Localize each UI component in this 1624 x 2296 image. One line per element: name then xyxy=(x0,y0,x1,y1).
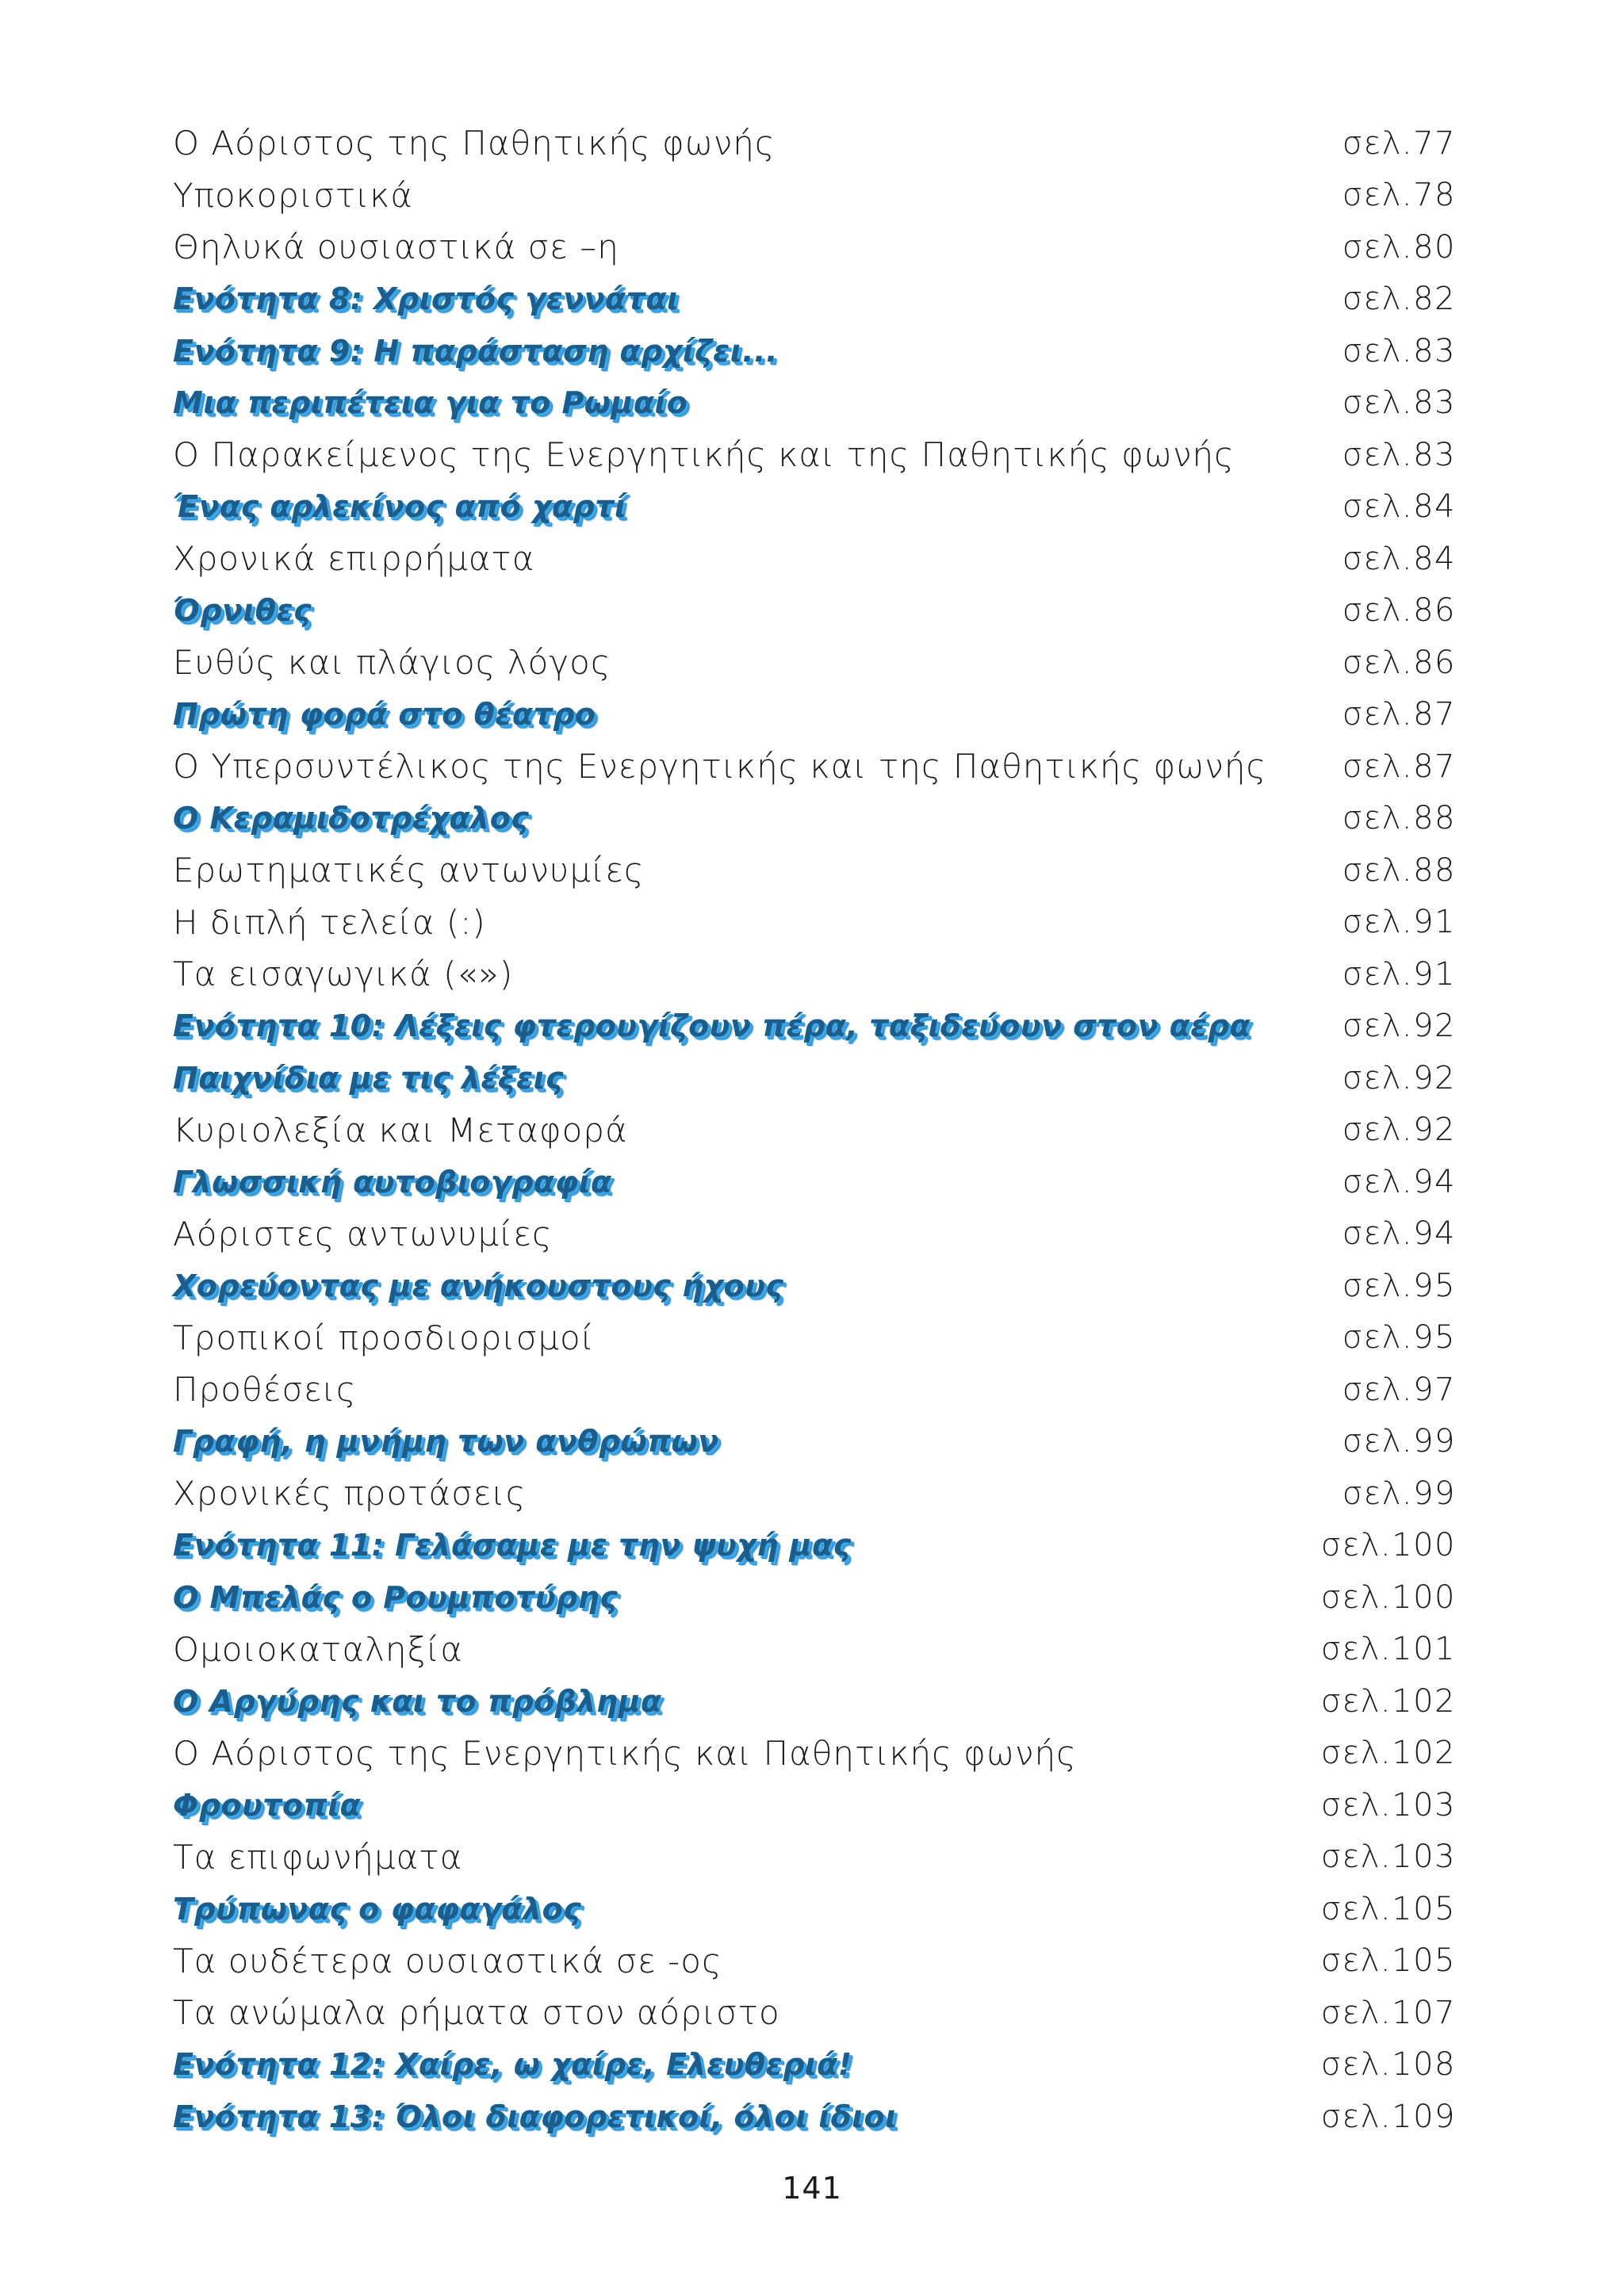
toc-entry xyxy=(173,533,1456,585)
toc-section-entry xyxy=(173,325,1456,377)
toc-page-ref: σελ.102 xyxy=(1320,1682,1456,1720)
toc-section-entry xyxy=(173,1520,1456,1572)
toc-section-title: Μια περιπέτεια για το Ρωμαίο xyxy=(173,385,688,421)
toc-section-entry xyxy=(173,1779,1456,1831)
toc-page-ref: σελ.99 xyxy=(1342,1475,1456,1512)
toc-entry xyxy=(173,1728,1456,1780)
toc-entry-title: Κυριολεξία και Μεταφορά xyxy=(173,1110,628,1150)
toc-section-entry xyxy=(173,1675,1456,1728)
toc-entry-title: Τα ουδέτερα ουσιαστικά σε -ος xyxy=(173,1941,722,1980)
toc-entry xyxy=(173,1104,1456,1157)
toc-page-ref: σελ.84 xyxy=(1342,540,1456,577)
toc-page-ref: σελ.78 xyxy=(1342,177,1456,214)
toc-section-title: Φρουτοπία xyxy=(173,1787,362,1823)
toc-entry xyxy=(173,117,1456,170)
toc-entry-title: Υποκοριστικά xyxy=(173,175,413,215)
toc-section-title: Γλωσσική αυτοβιογραφία xyxy=(173,1164,612,1200)
toc-section-title: Ενότητα 12: Χαίρε, ω χαίρε, Ελευθεριά! xyxy=(173,2047,852,2083)
toc-entry xyxy=(173,1468,1456,1520)
toc-section-entry xyxy=(173,274,1456,326)
toc-page-ref: σελ.100 xyxy=(1320,1578,1456,1616)
toc-entry-title: Ερωτηματικές αντωνυμίες xyxy=(173,851,645,890)
toc-page-ref: σελ.87 xyxy=(1342,748,1456,785)
toc-entry-title: Ο Αόριστος της Παθητικής φωνής xyxy=(173,124,776,163)
toc-entry-title: Χρονικά επιρρήματα xyxy=(173,539,535,579)
toc-page-ref: σελ.86 xyxy=(1342,644,1456,681)
toc-page-ref: σελ.83 xyxy=(1342,436,1456,473)
toc-entry xyxy=(173,948,1456,1001)
toc-section-entry xyxy=(173,1001,1456,1053)
toc-page-ref: σελ.105 xyxy=(1320,1890,1456,1927)
toc-section-entry xyxy=(173,1571,1456,1624)
toc-page-ref: σελ.82 xyxy=(1342,281,1456,318)
toc-section-entry xyxy=(173,1052,1456,1104)
toc-section-title: Ενότητα 9: Η παράσταση αρχίζει... xyxy=(173,333,778,369)
toc-page-ref: σελ.97 xyxy=(1342,1371,1456,1408)
toc-section-title: Ενότητα 13: Όλοι διαφορετικοί, όλοι ίδιοι xyxy=(173,2099,898,2134)
toc-entry xyxy=(173,1208,1456,1261)
toc-entry-title: Ο Υπερσυντέλικος της Ενεργητικής και της Παθητικής φωνής xyxy=(173,747,1267,786)
toc-entry-title: Τα ανώμαλα ρήματα στον αόριστο xyxy=(173,1993,780,2033)
toc-page-ref: σελ.95 xyxy=(1342,1319,1456,1357)
toc-page-ref: σελ.88 xyxy=(1342,800,1456,837)
toc-page-ref: σελ.101 xyxy=(1320,1631,1456,1668)
toc-entry-title: Αόριστες αντωνυμίες xyxy=(173,1214,553,1253)
toc-entry xyxy=(173,1624,1456,1676)
toc-page-ref: σελ.107 xyxy=(1320,1994,1456,2031)
toc-page-ref: σελ.91 xyxy=(1342,904,1456,941)
toc-entry xyxy=(173,637,1456,689)
toc-entry-title: Ομοιοκαταληξία xyxy=(173,1629,463,1669)
toc-section-title: Πρώτη φορά στο θέατρο xyxy=(173,697,596,733)
toc-entry xyxy=(173,1935,1456,1988)
toc-entry xyxy=(173,221,1456,274)
toc-entry xyxy=(173,1312,1456,1364)
toc-page-ref: σελ.83 xyxy=(1342,332,1456,369)
toc-entry xyxy=(173,740,1456,793)
toc-section-title: Ενότητα 8: Χριστός γεννάται xyxy=(173,281,680,317)
toc-page-ref: σελ.92 xyxy=(1342,1008,1456,1045)
toc-section-title: Ο Κεραμιδοτρέχαλος xyxy=(173,801,530,836)
table-of-contents xyxy=(173,117,1456,2143)
toc-section-title: Όρνιθες xyxy=(173,593,312,629)
toc-entry-title: Τα εισαγωγικά («») xyxy=(173,955,514,994)
toc-page-ref: σελ.87 xyxy=(1342,696,1456,733)
toc-section-title: Ένας αρλεκίνος από χαρτί xyxy=(173,489,627,525)
toc-section-title: Ενότητα 10: Λέξεις φτερουγίζουν πέρα, ταξιδεύουν στον αέρα xyxy=(173,1008,1251,1044)
toc-entry-title: Η διπλή τελεία (:) xyxy=(173,902,486,942)
toc-entry xyxy=(173,429,1456,481)
toc-page-ref: σελ.95 xyxy=(1342,1267,1456,1304)
toc-entry-title: Ο Αόριστος της Ενεργητικής και Παθητικής φωνής xyxy=(173,1733,1077,1773)
toc-entry xyxy=(173,897,1456,949)
toc-section-entry xyxy=(173,793,1456,845)
toc-section-entry xyxy=(173,2039,1456,2091)
toc-section-entry xyxy=(173,1260,1456,1312)
toc-page-ref: σελ.86 xyxy=(1342,592,1456,629)
toc-page-ref: σελ.105 xyxy=(1320,1942,1456,1980)
toc-section-entry xyxy=(173,585,1456,637)
toc-page-ref: σελ.94 xyxy=(1342,1215,1456,1253)
page-number: 141 xyxy=(782,2171,842,2206)
toc-entry xyxy=(173,1987,1456,2039)
toc-entry xyxy=(173,1364,1456,1416)
toc-page-ref: σελ.99 xyxy=(1342,1423,1456,1460)
toc-section-title: Ο Μπελάς ο Ρουμποτύρης xyxy=(173,1579,619,1615)
toc-page-ref: σελ.91 xyxy=(1342,955,1456,993)
toc-section-entry xyxy=(173,481,1456,534)
toc-entry-title: Τροπικοί προσδιορισμοί xyxy=(173,1318,595,1357)
toc-page-ref: σελ.84 xyxy=(1342,488,1456,526)
toc-page-ref: σελ.77 xyxy=(1342,124,1456,162)
toc-section-title: Παιχνίδια με τις λέξεις xyxy=(173,1060,564,1096)
toc-entry-title: Θηλυκά ουσιαστικά σε –η xyxy=(173,228,619,267)
toc-section-title: Ενότητα 11: Γελάσαμε με την ψυχή μας xyxy=(173,1528,852,1563)
toc-page-ref: σελ.92 xyxy=(1342,1059,1456,1096)
toc-section-title: Γραφή, η μνήμη των ανθρώπων xyxy=(173,1424,719,1460)
toc-entry xyxy=(173,1831,1456,1884)
toc-entry-title: Ο Παρακείμενος της Ενεργητικής και της Παθητικής φωνής xyxy=(173,435,1235,475)
toc-page-ref: σελ.108 xyxy=(1320,2046,1456,2084)
toc-page-ref: σελ.94 xyxy=(1342,1163,1456,1200)
toc-entry-title: Χρονικές προτάσεις xyxy=(173,1474,527,1513)
toc-entry xyxy=(173,844,1456,897)
toc-section-entry xyxy=(173,1416,1456,1468)
toc-page-ref: σελ.109 xyxy=(1320,2098,1456,2135)
toc-entry-title: Ευθύς και πλάγιος λόγος xyxy=(173,643,611,683)
toc-page-ref: σελ.88 xyxy=(1342,851,1456,889)
toc-section-title: Χορεύοντας με ανήκουστους ήχους xyxy=(173,1268,784,1303)
toc-section-title: Ο Αργύρης και το πρόβλημα xyxy=(173,1683,662,1719)
toc-page-ref: σελ.92 xyxy=(1342,1112,1456,1149)
toc-page-ref: σελ.102 xyxy=(1320,1735,1456,1772)
toc-page-ref: σελ.80 xyxy=(1342,228,1456,266)
toc-page-ref: σελ.103 xyxy=(1320,1786,1456,1823)
toc-section-entry xyxy=(173,689,1456,741)
toc-entry xyxy=(173,170,1456,222)
toc-section-title: Τρύπωνας ο φαφαγάλος xyxy=(173,1891,582,1927)
toc-entry-title: Τα επιφωνήματα xyxy=(173,1837,463,1877)
toc-page-ref: σελ.100 xyxy=(1320,1527,1456,1564)
toc-section-entry xyxy=(173,1156,1456,1208)
toc-section-entry xyxy=(173,1883,1456,1935)
toc-entry-title: Προθέσεις xyxy=(173,1370,357,1410)
toc-page-ref: σελ.83 xyxy=(1342,385,1456,422)
toc-section-entry xyxy=(173,2091,1456,2143)
toc-page-ref: σελ.103 xyxy=(1320,1839,1456,1876)
toc-section-entry xyxy=(173,377,1456,430)
